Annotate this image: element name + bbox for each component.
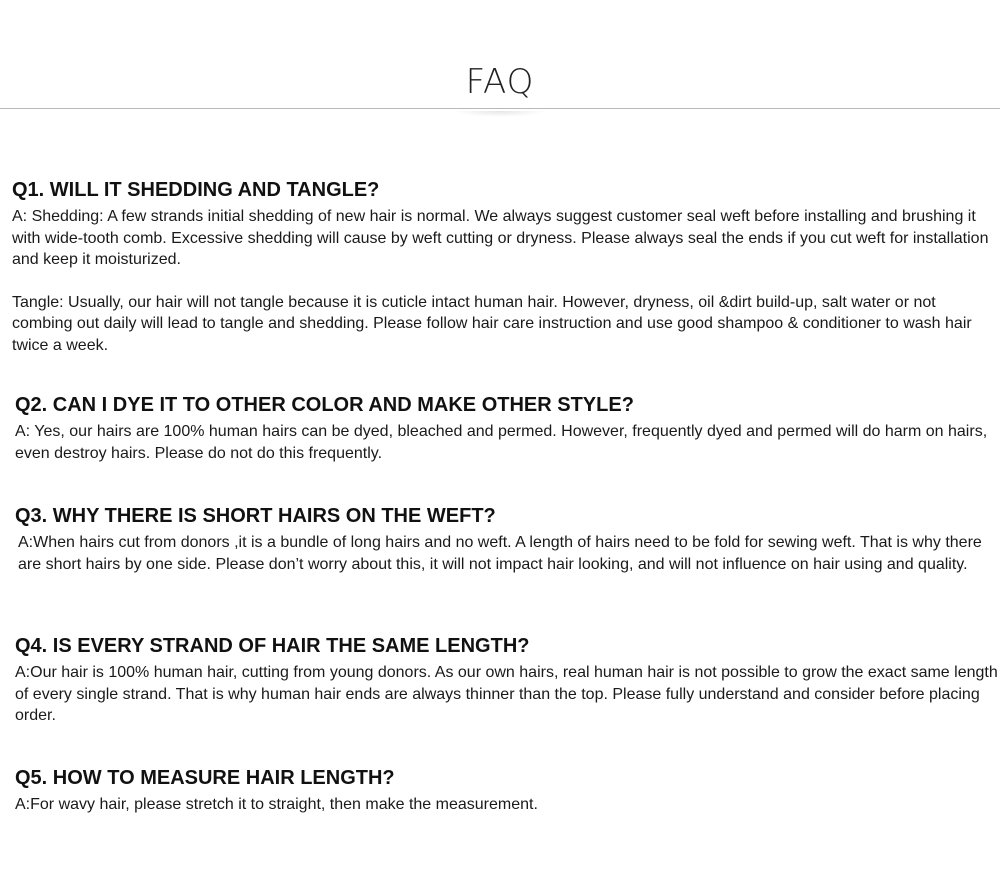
divider-shadow [455, 111, 545, 117]
title-divider [0, 108, 1000, 109]
faq-answer: A: Yes, our hairs are 100% human hairs can be dyed, bleached and permed. However, frequently dyed and permed will do harm on hairs, even destroy hairs. Please do not do this frequently. [15, 423, 988, 462]
faq-answer-shedding: A: Shedding: A few strands initial shedding of new hair is normal. We always suggest customer seal weft before installing and brushing it with wide-tooth comb. Excessive shedding will cause by weft cutting or dryness. Please always seal the ends if you cut weft for installation and keep it moisturized. [12, 208, 989, 268]
faq-answer: A:When hairs cut from donors ,it is a bundle of long hairs and no weft. A length of hairs need to be fold for sewing weft. That is why there are short hairs by one side. Please don’t worry about this, it will not impact hair looking, and will not influence on hair using and quality. [18, 534, 982, 573]
faq-question: Q3. WHY THERE IS SHORT HAIRS ON THE WEFT? [15, 505, 496, 527]
faq-question: Q5. HOW TO MEASURE HAIR LENGTH? [15, 767, 395, 789]
faq-answer-tangle: Tangle: Usually, our hair will not tangle because it is cuticle intact human hair. However, dryness, oil &dirt build-up, salt water or not combing out daily will lead to tangle and shedding. Please follow hair care instruction and use good shampoo & conditioner to wash hair twice a week. [12, 293, 972, 354]
faq-item-measure [15, 766, 1000, 816]
faq-item-strand-length [15, 634, 1000, 727]
faq-item-short-hairs [15, 504, 1000, 575]
faq-item-shedding [12, 178, 997, 356]
faq-answer: A:Our hair is 100% human hair, cutting from young donors. As our own hairs, real human hair is not possible to grow the exact same length of every single strand. That is why human hair ends are always thinner than the top. Please fully understand and consider before placing order. [15, 664, 998, 724]
page-title: FAQ [465, 62, 535, 102]
faq-question: Q4. IS EVERY STRAND OF HAIR THE SAME LENGTH? [15, 635, 530, 657]
faq-answer: A:For wavy hair, please stretch it to straight, then make the measurement. [15, 796, 538, 813]
faq-item-dye [15, 393, 1000, 464]
faq-question: Q1. WILL IT SHEDDING AND TANGLE? [12, 179, 380, 201]
faq-question: Q2. CAN I DYE IT TO OTHER COLOR AND MAKE OTHER STYLE? [15, 394, 634, 416]
